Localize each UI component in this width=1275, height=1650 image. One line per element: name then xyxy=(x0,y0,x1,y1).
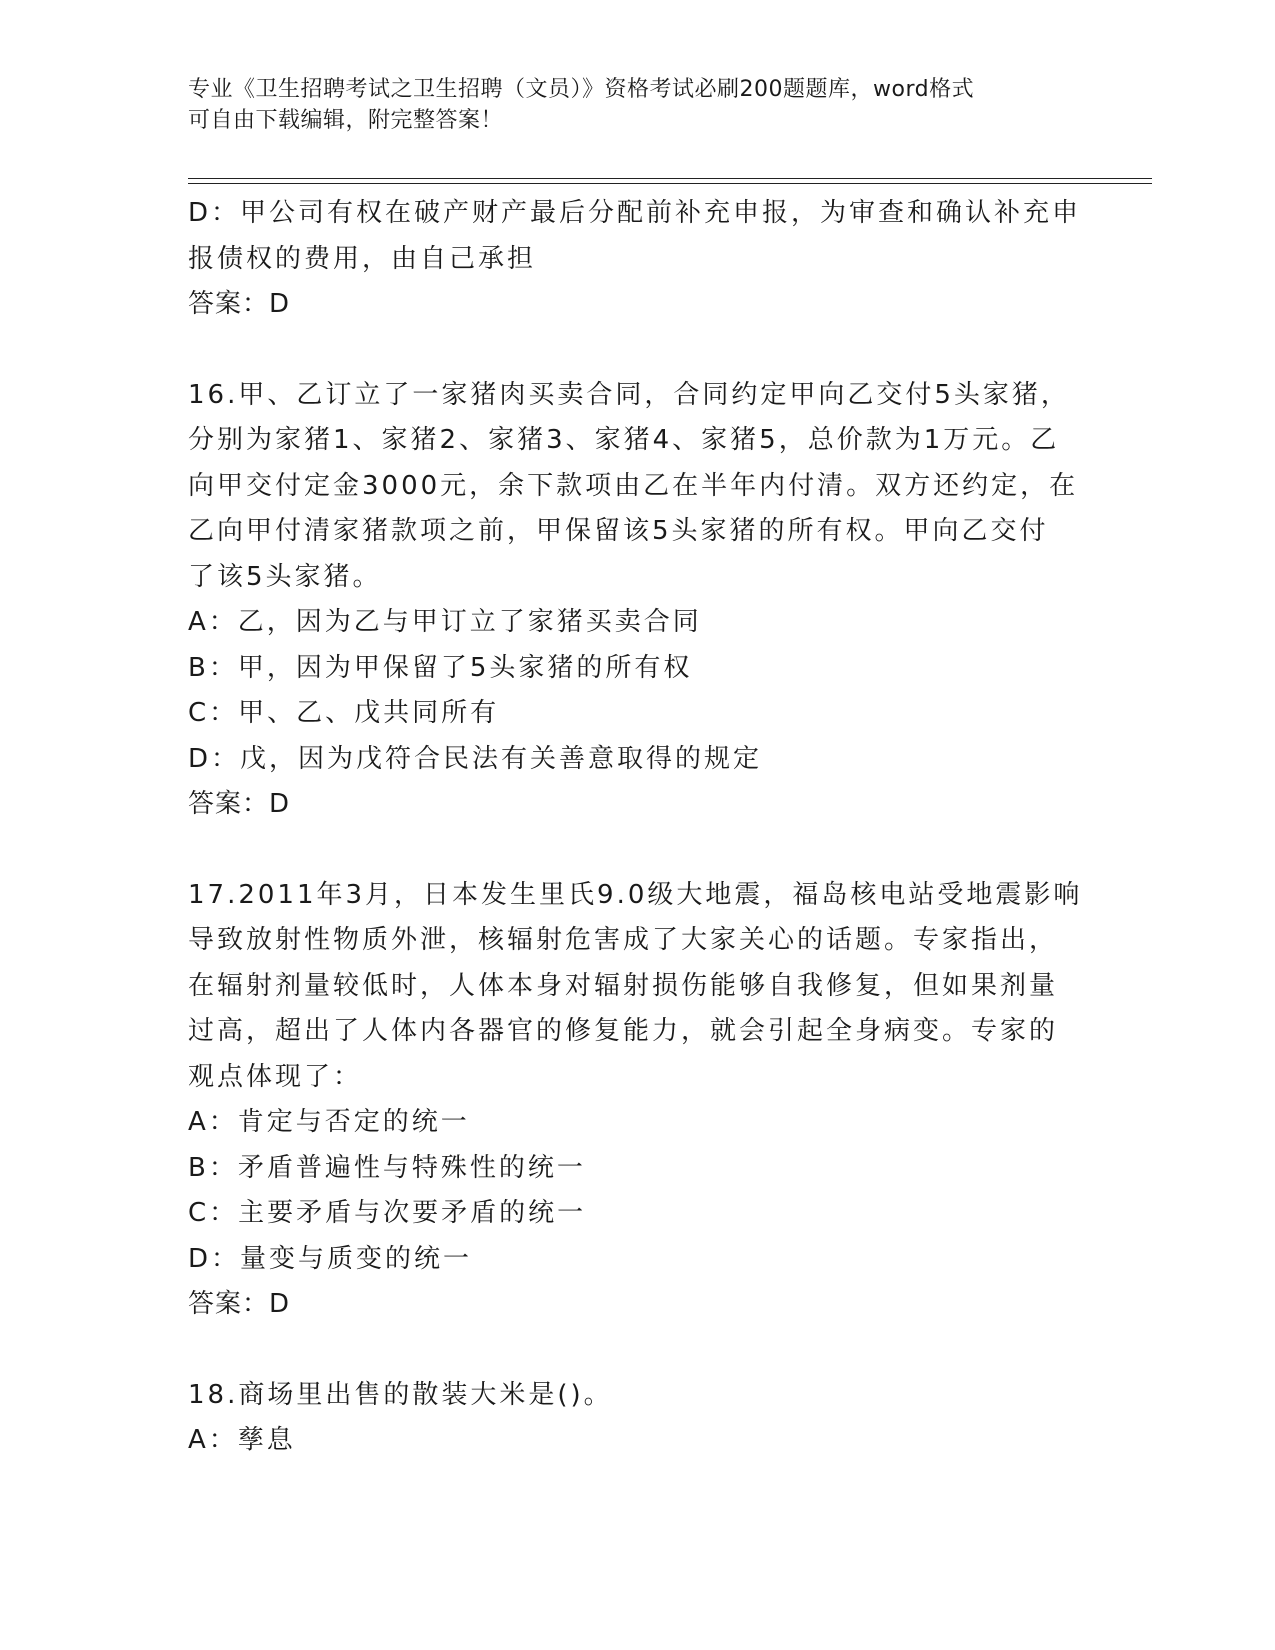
question-16 xyxy=(188,373,1088,828)
header-divider-bottom xyxy=(188,183,1152,184)
question-17 xyxy=(188,873,1088,1328)
option-d-line-2: 报债权的费用，由自己承担 xyxy=(188,243,537,274)
document-header xyxy=(188,74,1068,136)
question-18 xyxy=(188,1373,1088,1464)
question-stem-line: 向甲交付定金3000元，余下款项由乙在半年内付清。双方还约定，在 xyxy=(188,470,1079,501)
question-content xyxy=(188,191,1088,1464)
question-stem-line: 17.2011年3月，日本发生里氏9.0级大地震，福岛核电站受地震影响 xyxy=(188,879,1083,910)
option-d: D：戊，因为戊符合民法有关善意取得的规定 xyxy=(188,743,763,774)
answer-line: 答案：D xyxy=(188,789,291,819)
header-line-1: 专业《卫生招聘考试之卫生招聘（文员）》资格考试必刷200题题库，word格式 xyxy=(188,77,975,102)
option-b: B：矛盾普遍性与特殊性的统一 xyxy=(188,1152,586,1183)
option-d-line-1: D：甲公司有权在破产财产最后分配前补充申报，为审查和确认补充申 xyxy=(188,198,1082,228)
question-stem-line: 导致放射性物质外泄，核辐射危害成了大家关心的话题。专家指出， xyxy=(188,925,1059,955)
option-a: A：孳息 xyxy=(188,1425,296,1455)
header-line-2: 可自由下载编辑，附完整答案！ xyxy=(188,108,504,133)
question-stem-line: 乙向甲付清家猪款项之前，甲保留该5头家猪的所有权。甲向乙交付 xyxy=(188,516,1049,546)
question-15-tail xyxy=(188,191,1088,328)
spacer xyxy=(188,828,1088,873)
option-a: A：乙，因为乙与甲订立了家猪买卖合同 xyxy=(188,607,702,637)
answer-line: 答案：D xyxy=(188,289,291,319)
spacer xyxy=(188,1328,1088,1373)
question-stem-line: 18.商场里出售的散装大米是()。 xyxy=(188,1379,613,1410)
question-stem-line: 在辐射剂量较低时，人体本身对辐射损伤能够自我修复，但如果剂量 xyxy=(188,970,1059,1001)
option-c: C：主要矛盾与次要矛盾的统一 xyxy=(188,1198,587,1228)
question-stem-line: 过高，超出了人体内各器官的修复能力，就会引起全身病变。专家的 xyxy=(188,1016,1059,1046)
option-c: C：甲、乙、戊共同所有 xyxy=(188,698,500,728)
option-d: D：量变与质变的统一 xyxy=(188,1243,473,1274)
option-b: B：甲，因为甲保留了5头家猪的所有权 xyxy=(188,652,693,683)
question-stem-line: 分别为家猪1、家猪2、家猪3、家猪4、家猪5，总价款为1万元。乙 xyxy=(188,425,1060,455)
option-a: A：肯定与否定的统一 xyxy=(188,1107,470,1137)
answer-line: 答案：D xyxy=(188,1289,291,1319)
question-stem-line: 观点体现了： xyxy=(188,1061,363,1092)
question-stem-line: 16.甲、乙订立了一家猪肉买卖合同，合同约定甲向乙交付5头家猪， xyxy=(188,379,1070,410)
spacer xyxy=(188,328,1088,373)
header-divider-top xyxy=(188,178,1152,179)
question-stem-line: 了该5头家猪。 xyxy=(188,561,382,592)
